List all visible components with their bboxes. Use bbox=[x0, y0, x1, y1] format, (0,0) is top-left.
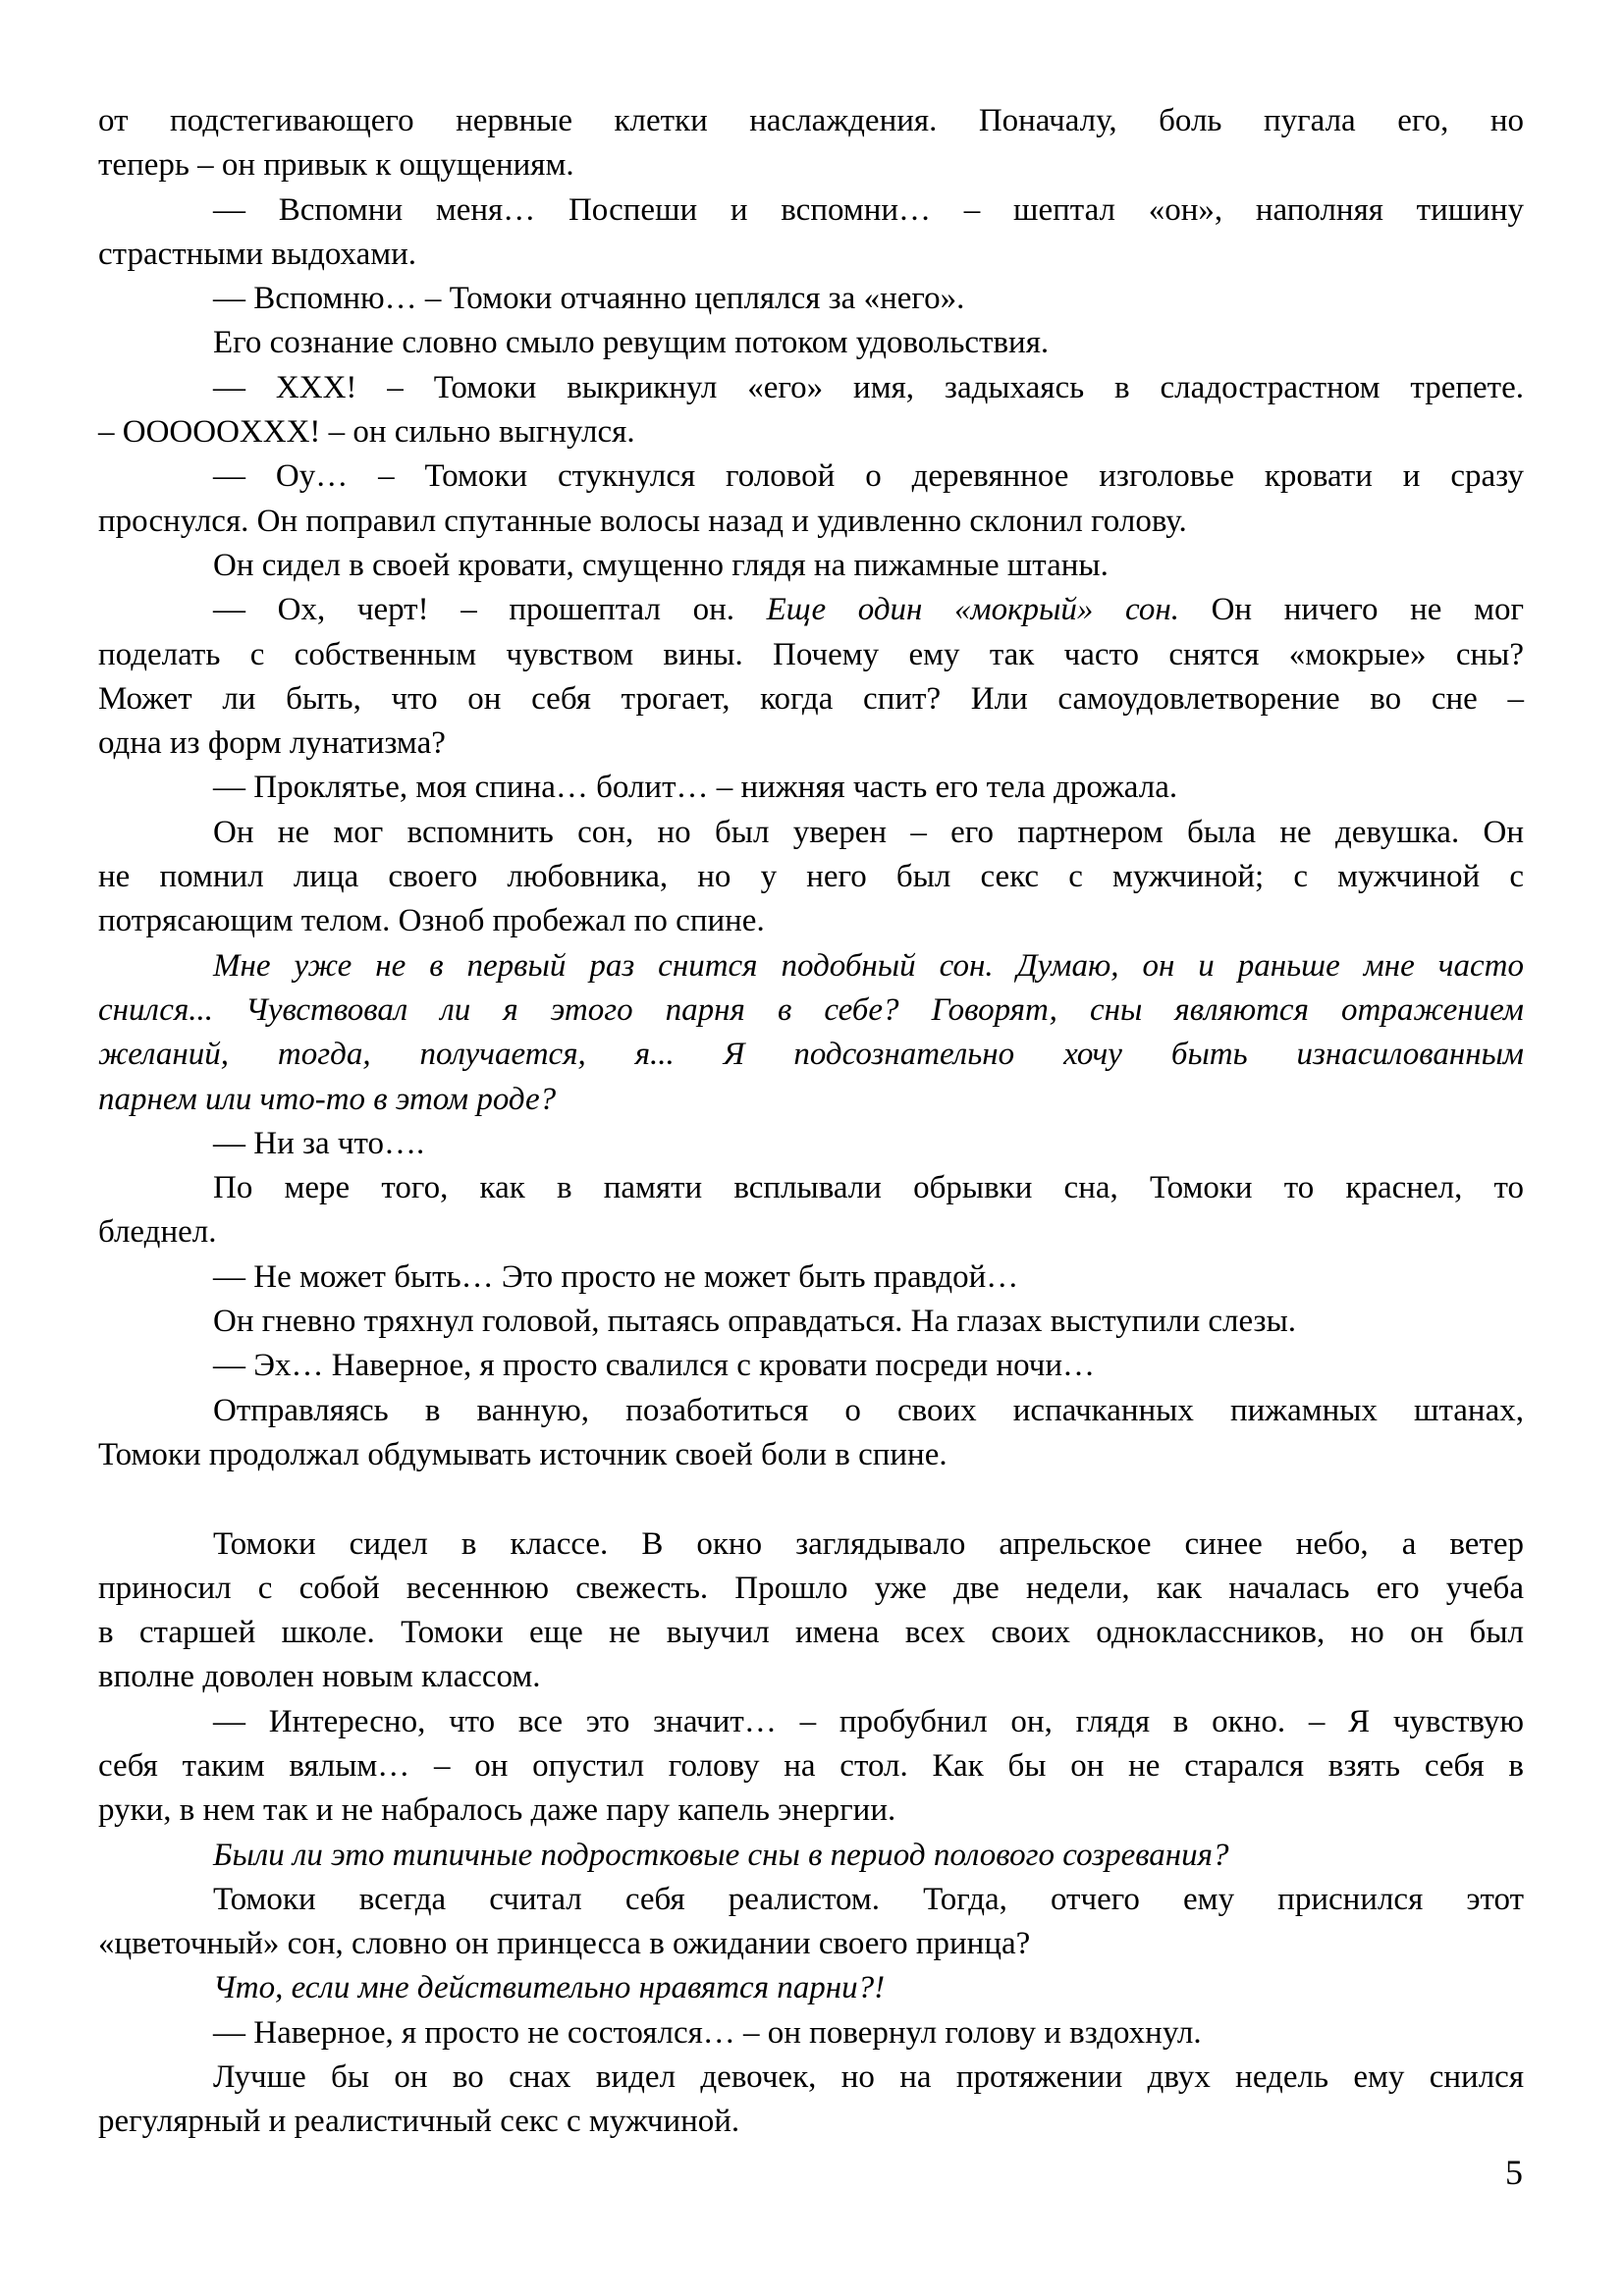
text-segment: — Вспомни меня… Поспеши и вспомни… – шептал «он», наполняя тишину bbox=[213, 191, 1524, 228]
text-segment: приносил с собой весеннюю свежесть. Прошло уже две недели, как началась его учеба bbox=[98, 1570, 1524, 1606]
text-segment: — Эх… Наверное, я просто свалился с кровати посреди ночи… bbox=[213, 1348, 1096, 1384]
text-line bbox=[98, 1834, 1524, 1878]
text-line bbox=[98, 677, 1524, 721]
text-line bbox=[98, 454, 1524, 499]
body-text bbox=[98, 99, 1524, 2145]
text-segment: Отправляясь в ванную, позаботиться о своих испачканных пижамных штанах, bbox=[213, 1392, 1524, 1428]
text-line bbox=[98, 633, 1524, 677]
text-line bbox=[98, 1878, 1524, 1922]
text-line bbox=[98, 1078, 1524, 1122]
italic-text: Мне уже не в первый раз снится подобный сон. Думаю, он и раньше мне часто bbox=[213, 947, 1524, 984]
italic-text: Что, если мне действительно нравятся парни?! bbox=[213, 1970, 886, 2006]
text-line bbox=[98, 811, 1524, 855]
text-line bbox=[98, 1300, 1524, 1344]
text-segment: поделать с собственным чувством вины. Почему ему так часто снятся «мокрые» сны? bbox=[98, 636, 1524, 672]
text-segment: Томоки продолжал обдумывать источник своей боли в спине. bbox=[98, 1436, 947, 1472]
text-line bbox=[98, 1700, 1524, 1744]
text-segment: теперь – он привык к ощущениям. bbox=[98, 147, 574, 184]
text-line bbox=[98, 410, 1524, 454]
text-segment: от подстегивающего нервные клетки наслаждения. Поначалу, боль пугала его, но bbox=[98, 103, 1524, 138]
text-segment: себя таким вялым… – он опустил голову на стол. Как бы он не старался взять себя в bbox=[98, 1747, 1524, 1784]
text-segment: регулярный и реалистичный секс с мужчиной. bbox=[98, 2104, 740, 2140]
italic-text: парнем или что-то в этом роде? bbox=[98, 1081, 557, 1117]
text-segment: — Оу… – Томоки стукнулся головой о деревянное изголовье кровати и сразу bbox=[213, 458, 1524, 495]
text-line bbox=[98, 1744, 1524, 1789]
text-segment: Он сидел в своей кровати, смущенно глядя на пижамные штаны. bbox=[213, 547, 1109, 583]
text-segment: — Проклятье, моя спина… болит… – нижняя часть его тела дрожала. bbox=[213, 770, 1178, 806]
text-line bbox=[98, 143, 1524, 187]
blank-line bbox=[98, 1477, 1524, 1522]
text-segment: руки, в нем так и не набралось даже пару капель энергии. bbox=[98, 1792, 896, 1829]
text-line bbox=[98, 1655, 1524, 1699]
text-segment: «цветочный» сон, словно он принцесса в ожидании своего принца? bbox=[98, 1926, 1031, 1962]
text-segment: проснулся. Он поправил спутанные волосы назад и удивленно склонил голову. bbox=[98, 503, 1187, 539]
text-line bbox=[98, 1389, 1524, 1433]
text-segment: Томоки сидел в классе. В окно заглядывало апрельское синее небо, а ветер bbox=[213, 1525, 1524, 1562]
text-line bbox=[98, 2100, 1524, 2144]
text-segment: — Ни за что…. bbox=[213, 1125, 425, 1161]
text-segment: Он ничего не мог bbox=[1178, 592, 1524, 628]
text-line bbox=[98, 277, 1524, 321]
text-line bbox=[98, 1433, 1524, 1477]
text-line bbox=[98, 544, 1524, 588]
page-number: 5 bbox=[1505, 2153, 1523, 2192]
text-line bbox=[98, 321, 1524, 365]
text-line bbox=[98, 1344, 1524, 1388]
text-segment: Он не мог вспомнить сон, но был уверен – его партнером была не девушка. Он bbox=[213, 814, 1524, 850]
italic-text: желаний, тогда, получается, я... Я подсознательно хочу быть изнасилованным bbox=[98, 1037, 1524, 1073]
text-line bbox=[98, 1122, 1524, 1166]
text-line bbox=[98, 1033, 1524, 1077]
text-line bbox=[98, 899, 1524, 943]
text-line bbox=[98, 944, 1524, 988]
text-segment: — Ох, черт! – прошептал он. bbox=[213, 592, 767, 628]
italic-text: снился... Чувствовал ли я этого парня в себе? Говорят, сны являются отражением bbox=[98, 991, 1524, 1028]
text-segment: Может ли быть, что он себя трогает, когда спит? Или самоудовлетворение во сне – bbox=[98, 680, 1524, 717]
text-line bbox=[98, 2056, 1524, 2100]
italic-text: Были ли это типичные подростковые сны в период полового созревания? bbox=[213, 1837, 1229, 1873]
text-segment: Томоки всегда считал себя реалистом. Тогда, отчего ему приснился этот bbox=[213, 1881, 1524, 1917]
text-line bbox=[98, 500, 1524, 544]
text-segment: — Вспомню… – Томоки отчаянно цеплялся за «него». bbox=[213, 281, 965, 317]
text-line bbox=[98, 1611, 1524, 1655]
text-line bbox=[98, 588, 1524, 632]
text-line bbox=[98, 188, 1524, 233]
text-line bbox=[98, 855, 1524, 899]
text-line bbox=[98, 1210, 1524, 1255]
text-segment: бледнел. bbox=[98, 1214, 217, 1251]
text-segment: По мере того, как в памяти всплывали обрывки сна, Томоки то краснел, то bbox=[213, 1170, 1524, 1206]
text-line bbox=[98, 99, 1524, 143]
text-segment: — Наверное, я просто не состоялся… – он повернул голову и вздохнул. bbox=[213, 2014, 1202, 2051]
text-line bbox=[98, 1922, 1524, 1966]
text-segment: Лучше бы он во снах видел девочек, но на протяжении двух недель ему снился bbox=[213, 2059, 1524, 2096]
text-line bbox=[98, 366, 1524, 410]
text-segment: потрясающим телом. Озноб пробежал по спине. bbox=[98, 903, 765, 939]
text-line bbox=[98, 1255, 1524, 1300]
text-segment: Он гневно тряхнул головой, пытаясь оправдаться. На глазах выступили слезы. bbox=[213, 1304, 1296, 1340]
text-segment: — Интересно, что все это значит… – пробубнил он, глядя в окно. – Я чувствую bbox=[213, 1703, 1524, 1739]
text-line bbox=[98, 1789, 1524, 1833]
text-line bbox=[98, 988, 1524, 1033]
text-segment: Его сознание словно смыло ревущим потоком удовольствия. bbox=[213, 325, 1050, 361]
text-segment: в старшей школе. Томоки еще не выучил имена всех своих одноклассников, но он был bbox=[98, 1615, 1524, 1651]
text-segment: страстными выдохами. bbox=[98, 236, 417, 272]
text-segment: — Не может быть… Это просто не может быть правдой… bbox=[213, 1258, 1019, 1295]
italic-text: Еще один «мокрый» сон. bbox=[766, 592, 1179, 628]
text-line bbox=[98, 1567, 1524, 1611]
text-line bbox=[98, 721, 1524, 766]
text-line bbox=[98, 2011, 1524, 2056]
text-line bbox=[98, 1166, 1524, 1210]
text-segment: не помнил лица своего любовника, но у него был секс с мужчиной; с мужчиной с bbox=[98, 859, 1524, 895]
text-segment: вполне доволен новым классом. bbox=[98, 1659, 541, 1695]
text-line bbox=[98, 766, 1524, 810]
text-line bbox=[98, 1966, 1524, 2010]
text-line bbox=[98, 1522, 1524, 1567]
text-line bbox=[98, 233, 1524, 277]
text-segment: одна из форм лунатизма? bbox=[98, 725, 446, 762]
text-segment: – OOOOOXXX! – он сильно выгнулся. bbox=[98, 414, 635, 451]
text-segment: — XXX! – Томоки выкрикнул «его» имя, задыхаясь в сладострастном трепете. bbox=[213, 369, 1524, 405]
